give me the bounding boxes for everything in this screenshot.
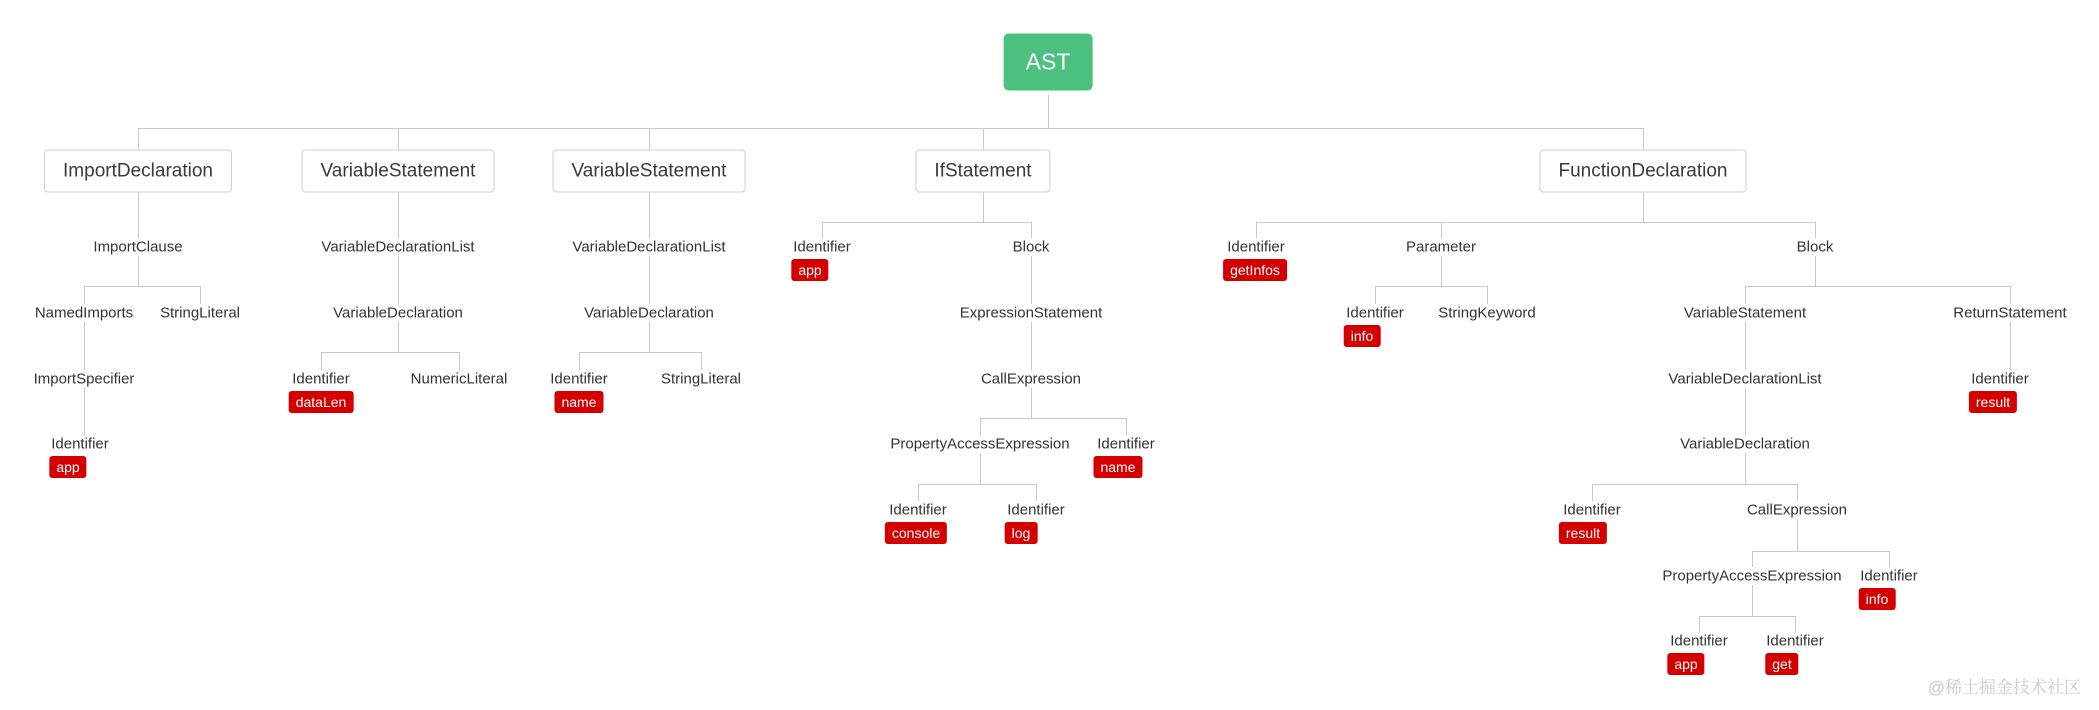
tree-edge [1441,256,1442,286]
token-value-tag: info [1859,588,1896,610]
tree-edge [822,222,1031,223]
token-value-tag: result [1969,391,2017,413]
tree-edge [138,256,139,286]
tree-edge [1795,616,1796,632]
token-value-tag: getInfos [1223,259,1287,281]
tree-edge [1592,484,1593,501]
tree-node-label: VariableDeclarationList [572,238,726,256]
tree-edge [1031,222,1032,238]
tree-edge [84,322,85,370]
tree-edge [1643,191,1644,222]
tree-node-label: Identifier [1346,304,1404,322]
tree-node-label: Block [1796,238,1834,256]
tree-node-label: ExpressionStatement [959,304,1103,322]
tree-edge [321,352,322,370]
top-level-node[interactable]: VariableStatement [302,150,495,193]
tree-node-label: Identifier [1860,567,1918,585]
tree-node-label: PropertyAccessExpression [890,435,1070,453]
tree-node-label: CallExpression [1746,501,1848,519]
token-value-tag: log [1005,522,1038,544]
top-level-node[interactable]: IfStatement [915,150,1050,193]
tree-edge [649,256,650,304]
tree-node-label: PropertyAccessExpression [1662,567,1842,585]
tree-edge [701,352,702,370]
token-value-tag: app [49,456,86,478]
tree-edge [1699,616,1700,632]
tree-node-label: StringKeyword [1438,304,1536,322]
tree-edge [1126,418,1127,436]
tree-edge [918,484,919,501]
tree-edge [1031,256,1032,304]
tree-node-label: NamedImports [34,304,134,322]
tree-edge [84,286,200,287]
tree-edge [983,128,984,152]
tree-edge [822,222,823,238]
top-level-node[interactable]: FunctionDeclaration [1540,150,1747,193]
tree-edge [649,322,650,352]
tree-edge [138,191,139,238]
tree-node-label: Identifier [1766,632,1824,650]
tree-edge [649,352,650,353]
tree-node-label: CallExpression [980,370,1082,388]
tree-edge [1745,322,1746,370]
tree-edge [1815,222,1816,238]
tree-node-label: Identifier [51,435,109,453]
token-value-tag: dataLen [289,391,354,413]
tree-node-label: VariableDeclaration [584,304,714,322]
token-value-tag: info [1344,325,1381,347]
tree-edge [1256,222,1815,223]
token-value-tag: name [554,391,603,413]
tree-edge [980,453,981,484]
top-level-node[interactable]: VariableStatement [553,150,746,193]
tree-edge [1752,551,1889,552]
tree-node-label: Identifier [1971,370,2029,388]
tree-edge [1699,616,1795,617]
tree-node-label: VariableDeclaration [333,304,463,322]
tree-edge [1036,484,1037,501]
tree-edge [1375,286,1487,287]
token-value-tag: get [1765,653,1798,675]
tree-edge [1031,388,1032,418]
tree-edge [918,484,1036,485]
tree-node-label: Block [1012,238,1050,256]
tree-node-label: StringLiteral [660,370,742,388]
tree-node-label: Parameter [1405,238,1477,256]
token-value-tag: result [1559,522,1607,544]
tree-node-label: VariableDeclarationList [1668,370,1822,388]
tree-edge [398,191,399,238]
tree-edge [1889,551,1890,567]
watermark: @稀土掘金技术社区 [1927,678,2081,697]
tree-edge [1745,286,2010,287]
tree-edge [200,286,201,304]
tree-edge [1256,222,1257,238]
tree-edge [1745,388,1746,436]
tree-node-label: Identifier [793,238,851,256]
tree-edge [1031,322,1032,370]
token-value-tag: console [885,522,947,544]
tree-edge [2010,286,2011,304]
token-value-tag: app [791,259,828,281]
tree-edge [980,418,1126,419]
tree-edge [84,388,85,436]
tree-edge [579,352,580,370]
tree-edge [1752,551,1753,567]
tree-edge [1048,95,1049,128]
tree-edge [1592,484,1797,485]
tree-edge [980,418,981,436]
tree-edge [84,286,85,304]
tree-node-label: ReturnStatement [1953,304,2067,322]
root-node-ast[interactable]: AST [1004,34,1093,91]
tree-edge [579,352,701,353]
tree-edge [138,128,139,152]
tree-edge [1745,453,1746,484]
tree-edge [983,191,984,222]
tree-node-label: VariableDeclaration [1680,435,1810,453]
tree-edge [138,128,1643,129]
tree-edge [1797,484,1798,501]
tree-node-label: Identifier [550,370,608,388]
tree-node-label: NumericLiteral [410,370,508,388]
tree-edge [459,352,460,370]
tree-node-label: Identifier [292,370,350,388]
tree-edge [398,256,399,304]
tree-edge [649,128,650,152]
tree-edge [1752,585,1753,616]
tree-node-label: ImportSpecifier [33,370,135,388]
top-level-node[interactable]: ImportDeclaration [44,150,232,193]
tree-node-label: Identifier [1670,632,1728,650]
tree-node-label: Identifier [1097,435,1155,453]
tree-edge [1375,286,1376,304]
tree-node-label: Identifier [889,501,947,519]
tree-node-label: VariableDeclarationList [321,238,475,256]
tree-edge [1815,256,1816,286]
tree-node-label: Identifier [1563,501,1621,519]
tree-node-label: StringLiteral [159,304,241,322]
tree-node-label: Identifier [1227,238,1285,256]
token-value-tag: app [1667,653,1704,675]
tree-node-label: ImportClause [93,238,183,256]
tree-edge [2010,322,2011,370]
tree-edge [1745,286,1746,304]
tree-edge [1441,222,1442,238]
tree-edge [1643,128,1644,152]
tree-edge [398,128,399,152]
tree-edge [1487,286,1488,304]
tree-node-label: Identifier [1007,501,1065,519]
tree-edge [398,322,399,352]
tree-node-label: VariableStatement [1683,304,1807,322]
tree-edge [1797,519,1798,551]
tree-edge [321,352,459,353]
token-value-tag: name [1093,456,1142,478]
tree-edge [649,191,650,238]
